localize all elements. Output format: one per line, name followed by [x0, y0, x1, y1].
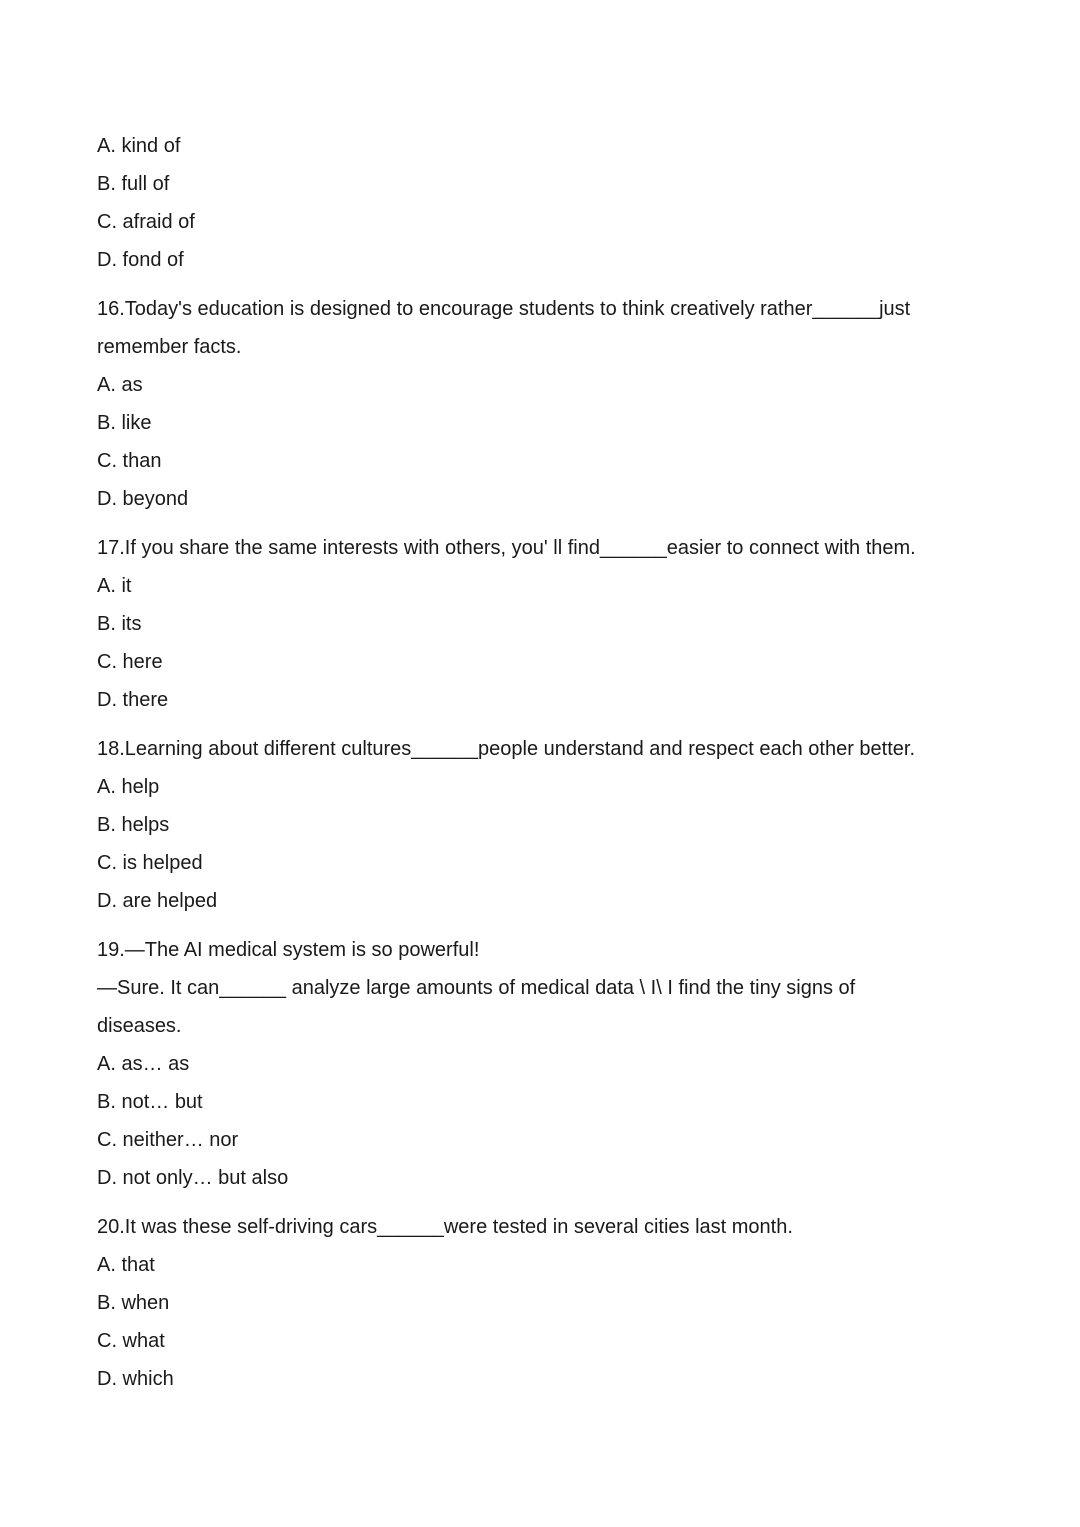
question-16-stem-line-2: remember facts.	[97, 336, 242, 358]
option-a: A. as… as	[97, 1053, 190, 1075]
question-19-stem-line-1: 19.—The AI medical system is so powerful!	[97, 939, 480, 961]
option-b: B. when	[97, 1292, 170, 1314]
question-15-block	[97, 127, 997, 279]
question-19-stem-line-3: diseases.	[97, 1015, 182, 1037]
option-d: D. are helped	[97, 890, 218, 912]
question-17-block	[97, 529, 997, 719]
option-c: C. afraid of	[97, 211, 195, 233]
option-b: B. not… but	[97, 1091, 203, 1113]
option-d: D. which	[97, 1368, 174, 1390]
option-d: D. beyond	[97, 488, 189, 510]
question-16-block	[97, 290, 997, 518]
option-c: C. than	[97, 450, 162, 472]
question-20-stem: 20.It was these self-driving cars______were tested in several cities last month.	[97, 1216, 793, 1238]
option-c: C. neither… nor	[97, 1129, 239, 1151]
option-b: B. like	[97, 412, 152, 434]
question-16-stem-line-1: 16.Today's education is designed to encourage students to think creatively rather______just	[97, 298, 911, 320]
option-c: C. here	[97, 651, 163, 673]
option-d: D. not only… but also	[97, 1167, 289, 1189]
option-a: A. as	[97, 374, 143, 396]
option-b: B. its	[97, 613, 142, 635]
option-b: B. helps	[97, 814, 170, 836]
option-c: C. what	[97, 1330, 165, 1352]
question-18-block	[97, 730, 997, 920]
option-d: D. there	[97, 689, 169, 711]
question-18-stem: 18.Learning about different cultures______people understand and respect each other better.	[97, 738, 916, 760]
option-a: A. help	[97, 776, 160, 798]
option-d: D. fond of	[97, 249, 184, 271]
option-a: A. it	[97, 575, 132, 597]
question-19-stem-line-2: —Sure. It can______ analyze large amounts of medical data \ I\ I find the tiny signs of	[97, 977, 856, 999]
worksheet-page	[97, 127, 997, 1398]
question-17-stem: 17.If you share the same interests with others, you' ll find______easier to connect with them.	[97, 537, 916, 559]
option-c: C. is helped	[97, 852, 203, 874]
option-a: A. kind of	[97, 135, 181, 157]
question-19-block	[97, 931, 997, 1197]
option-b: B. full of	[97, 173, 170, 195]
option-a: A. that	[97, 1254, 155, 1276]
question-20-block	[97, 1208, 997, 1398]
